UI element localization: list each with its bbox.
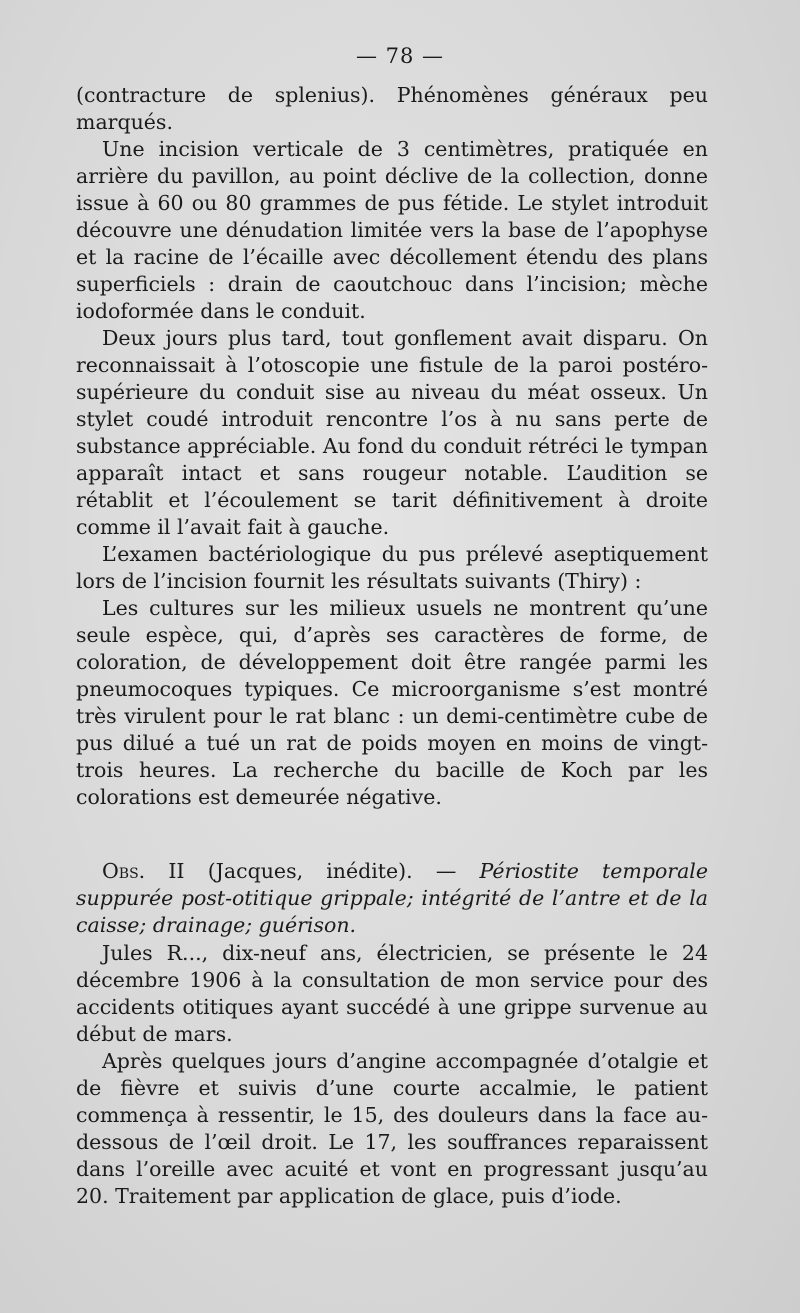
paragraph: Deux jours plus tard, tout gonflement avait disparu. On reconnaissait à l’otoscopie une fistule de la paroi postéro-supérieure du conduit sise au niveau du méat osseux. Un stylet coudé introduit rencontre l’os à nu sans perte de substance appréciable. Au fond du conduit rétréci le tympan apparaît intact et sans rougeur notable. L’audition se rétablit et l’écoulement se tarit définitivement à droite comme il l’avait fait à gauche. xyxy=(76,326,708,539)
observation-heading xyxy=(76,858,708,939)
paragraph: Jules R..., dix-neuf ans, électricien, se présente le 24 décembre 1906 à la consultation de mon service pour des accidents otitiques ayant succédé à une grippe survenue au début de mars. xyxy=(76,941,708,1046)
paragraph: Après quelques jours d’angine accompagnée d’otalgie et de fièvre et suivis d’une courte accalmie, le patient commença à ressentir, le 15, des douleurs dans la face au-dessous de l’œil droit. Le 17, les souffrances reparaissent dans l’oreille avec acuité et vont en progressant jusqu’au 20. Traitement par application de glace, puis d’iode. xyxy=(76,1049,708,1208)
paragraph: Les cultures sur les milieux usuels ne montrent qu’une seule espèce, qui, d’après ses caractères de forme, de coloration, de développement doit être rangée parmi les pneumocoques typiques. Ce microorganisme s’est montré très virulent pour le rat blanc : un demi-centimètre cube de pus dilué a tué un rat de poids moyen en moins de vingt-trois heures. La recherche du bacille de Koch par les colorations est demeurée négative. xyxy=(76,596,708,809)
observation-dash: — xyxy=(412,859,480,883)
bottom-text-block xyxy=(76,940,708,1210)
paragraph: (contracture de splenius). Phénomènes généraux peu marqués. xyxy=(76,83,708,134)
paragraph: L’examen bactériologique du pus prélevé aseptiquement lors de l’incision fournit les résultats suivants (Thiry) : xyxy=(76,542,708,593)
observation-label: Obs. II xyxy=(102,859,185,883)
observation-author: (Jacques, inédite). xyxy=(207,859,413,883)
page-number: — 78 — xyxy=(355,44,445,68)
paragraph: Une incision verticale de 3 centimètres, pratiquée en arrière du pavillon, au point déclive de la collection, donne issue à 60 ou 80 grammes de pus fétide. Le stylet introduit découvre une dénudation limitée vers la base de l’apophyse et la racine de l’écaille avec décollement étendu des plans superficiels : drain de caoutchouc dans l’incision; mèche iodoformée dans le conduit. xyxy=(76,137,708,323)
observation-title: Périostite temporale suppurée post-otitique grippale; intégrité de l’antre et de la caisse; drainage; guérison. xyxy=(76,859,708,937)
top-text-block xyxy=(76,82,708,811)
